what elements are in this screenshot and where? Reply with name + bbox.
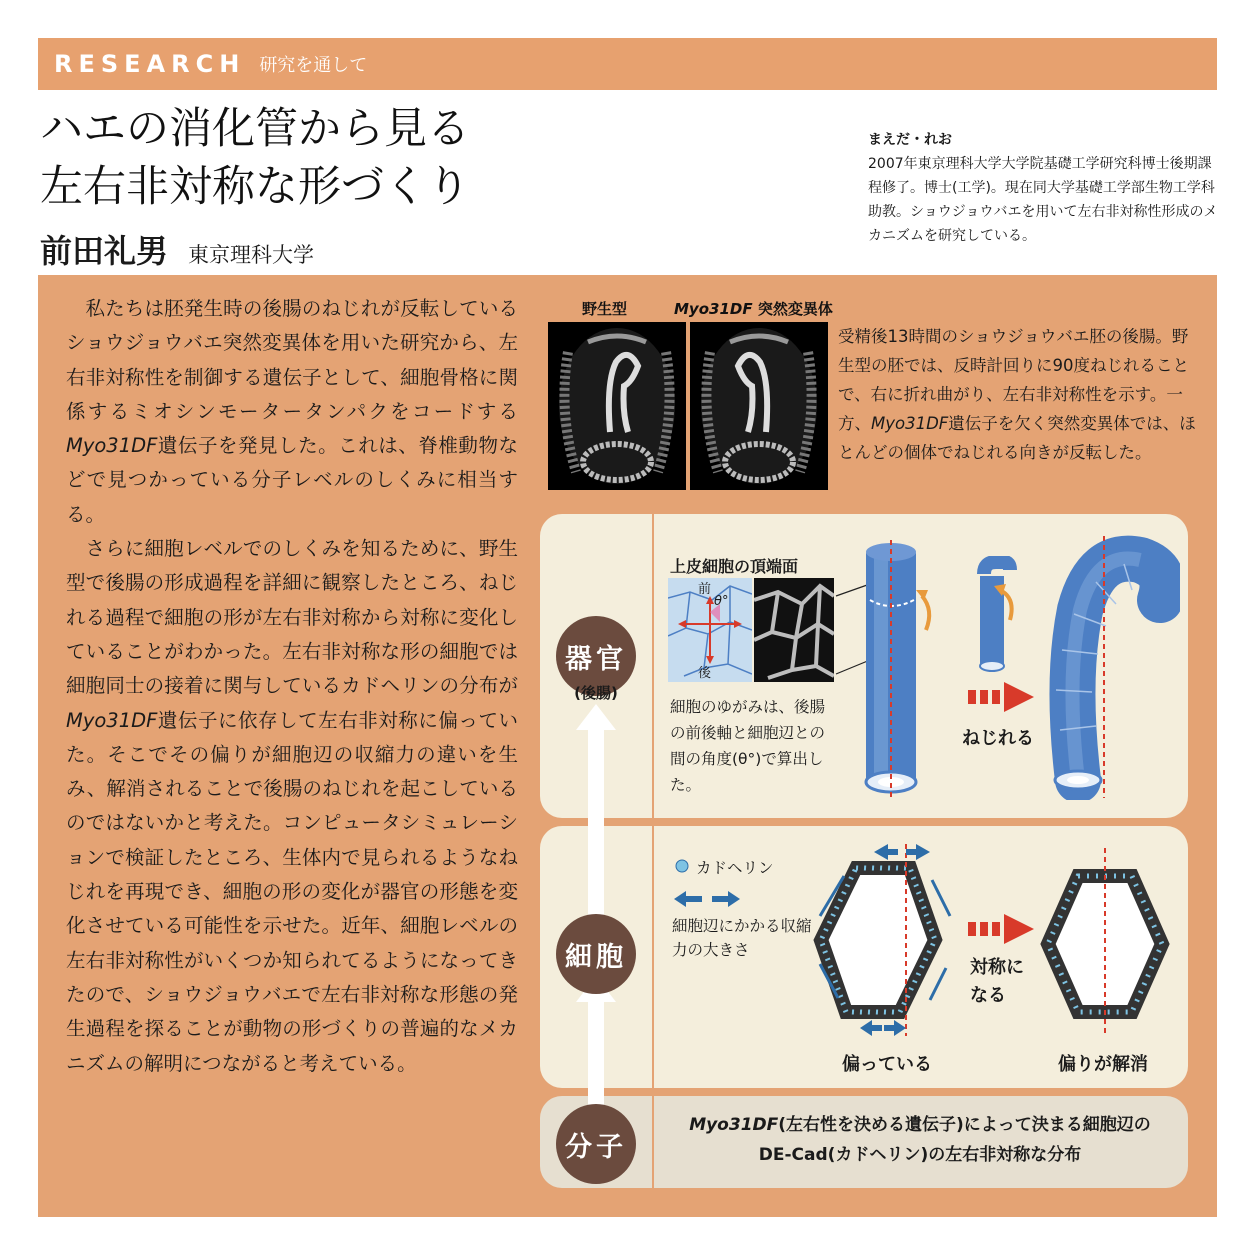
- legend-cadherin: カドヘリン: [696, 859, 774, 877]
- level-organ-sub: (後腸): [574, 684, 618, 702]
- hexagon-resolved: [1040, 846, 1170, 1036]
- author-name: 前田礼男: [40, 232, 169, 270]
- label-symmetric: 対称になる: [970, 957, 1024, 1006]
- author-line: [40, 226, 314, 272]
- header-research: RESEARCH: [54, 50, 246, 78]
- distortion-note: 細胞のゆがみは、後腸の前後軸と細胞辺との間の角度(θ°)で算出した。: [670, 698, 826, 794]
- author-affiliation: 東京理科大学: [188, 243, 315, 267]
- level-up-arrows: [570, 700, 622, 1120]
- symmetry-arrow: [966, 912, 1036, 946]
- divider: [652, 1096, 654, 1188]
- header-band: [38, 38, 1217, 90]
- label-anterior: 前: [698, 582, 712, 597]
- divider: [652, 826, 654, 1088]
- embryo-photo-mutant: [690, 322, 828, 490]
- author-bio: [868, 128, 1218, 248]
- apical-surface-title: 上皮細胞の頂端面: [670, 557, 799, 576]
- photo-caption: 受精後13時間のショウジョウバエ胚の後腸。野生型の胚では、反時計回りに90度ねじれることで、右に折れ曲がり、左右非対称性を示す。一方、Myo31DF遺伝子を欠く突然変異体では、ほとんどの個体でねじれる向きが反転した。: [838, 327, 1196, 462]
- label-posterior: 後: [698, 666, 712, 681]
- force-arrows-icon: [672, 888, 742, 910]
- label-mutant: Myo31DF 突然変異体: [674, 300, 833, 318]
- molecule-gene: Myo31DF: [689, 1115, 779, 1135]
- molecule-description: Myo31DF(左右性を決める遺伝子)によって決まる細胞辺の DE-Cad(カドヘリン)の左右非対称な分布: [689, 1115, 1151, 1165]
- embryo-photo-wild-type: [548, 322, 686, 490]
- level-cell-circle: 細胞: [556, 914, 636, 994]
- paragraph-1: 私たちは胚発生時の後腸のねじれが反転しているショウジョウバエ突然変異体を用いた研究から、左右非対称性を制御する遺伝子として、細胞骨格に関係するミオシンモータータンパクをコードするMyo31DF遺伝子を発見した。これは、脊椎動物などで見つかっている分子レベルのしくみに相当する。: [66, 297, 518, 526]
- legend-force: 細胞辺にかかる収縮力の大きさ: [672, 917, 812, 959]
- label-twist: ねじれる: [962, 728, 1034, 749]
- gut-tube-twisted: [1020, 530, 1180, 800]
- cadherin-dot-icon: [674, 858, 690, 874]
- divider: [652, 514, 654, 818]
- hexagon-biased: [810, 840, 960, 1040]
- label-wild-type: 野生型: [582, 300, 628, 318]
- gut-tube-small: [970, 556, 1020, 676]
- label-biased: 偏っている: [842, 1054, 932, 1075]
- cell-micrograph: [754, 578, 834, 682]
- paragraph-2: さらに細胞レベルでのしくみを知るために、野生型で後腸の形成過程を詳細に観察したところ、ねじれる過程で細胞の形が左右非対称から対称に変化していることがわかった。左右非対称な形の細胞では細胞同士の接着に関与しているカドヘリンの分布がMyo31DF遺伝子に依存して左右非対称に偏っていた。そこでその偏りが細胞辺の収縮力の違いを生み、解消されることで後腸のねじれを起こしているのではないかと考えた。コンピュータシミュレーションで検証したところ、生体内で見られるようなねじれを再現でき、細胞の形の変化が器官の形態を変化させている可能性を示せた。近年、細胞レベルの左右非対称性がいくつか知られてるようになってきたので、ショウジョウバエで左右非対称な形態の発生過程を探ることが動物の形づくりの普遍的なメカニズムの解明につながると考えている。: [66, 537, 518, 1075]
- label-theta: θ°: [714, 594, 729, 609]
- level-molecule-circle: 分子: [556, 1104, 636, 1184]
- article-body: [66, 292, 518, 1081]
- bio-text: 2007年東京理科大学大学院基礎工学研究科博士後期課程修了。博士(工学)。現在同大学基礎工学部生物工学科助教。ショウジョウバエを用いて左右非対称性形成のメカニズムを研究している。: [868, 156, 1218, 244]
- label-resolved: 偏りが解消: [1058, 1054, 1148, 1075]
- bio-reading: まえだ・れお: [868, 132, 952, 148]
- header-subtitle: 研究を通して: [259, 55, 368, 76]
- gut-tube-straight: [830, 540, 940, 800]
- twist-arrow: [966, 680, 1036, 714]
- level-organ-circle: 器官: [556, 616, 636, 696]
- page-title: ハエの消化管から見る 左右非対称な形づくり: [40, 104, 470, 212]
